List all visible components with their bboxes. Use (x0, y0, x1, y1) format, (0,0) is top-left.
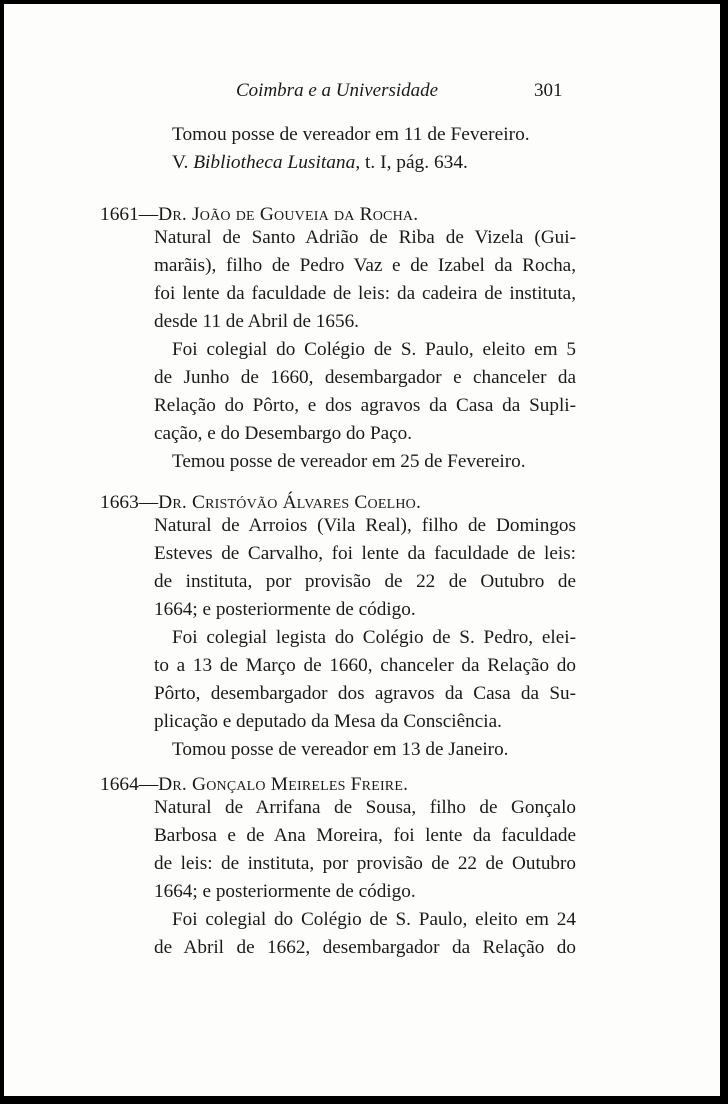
intro-line-1: Tomou posse de vereador em 11 de Fevereiro. (172, 124, 530, 145)
text-line: Natural de Arroios (Vila Real), filho de Domingos (154, 515, 576, 536)
text-line: desde 11 de Abril de 1656. (154, 311, 359, 332)
entry-name: Dr. Cristóvão Álvares Coelho. (158, 492, 421, 513)
text-line: Natural de Arrifana de Sousa, filho de Gonçalo (154, 797, 576, 818)
text-line: Foi colegial legista do Colégio de S. Pedro, elei- (172, 627, 576, 648)
running-title: Coimbra e a Universidade (236, 80, 439, 101)
text-line: de instituta, por provisão de 22 de Outubro de (154, 571, 576, 592)
text-line: to a 13 de Março de 1660, chanceler da Relação do (154, 655, 576, 676)
text-line: 1664; e posteriormente de código. (154, 599, 416, 620)
text-line: Tomou posse de vereador em 13 de Janeiro. (172, 739, 509, 760)
text-line: foi lente da faculdade de leis: da cadeira de instituta, (154, 283, 576, 304)
entry-body (154, 512, 576, 764)
entry-year: 1661 (100, 204, 139, 225)
intro-line-2: V. Bibliotheca Lusitana, t. I, pág. 634. (172, 152, 468, 173)
entry-body (154, 794, 576, 962)
text-line: marãis), filho de Pedro Vaz e de Izabel da Rocha, (154, 255, 576, 276)
text-line: de Abril de 1662, desembargador da Relação do (154, 937, 576, 958)
text-line: Pôrto, desembargador dos agravos da Casa da Su- (154, 683, 576, 704)
text-line: 1664; e posteriormente de código. (154, 881, 416, 902)
page-header (4, 80, 720, 104)
text-line: plicação e deputado da Mesa da Consciência. (154, 711, 502, 732)
entry-heading: 1661—Dr. João de Gouveia da Rocha. (100, 204, 419, 225)
text-line: Foi colegial do Colégio de S. Paulo, eleito em 5 (172, 339, 576, 360)
entry-heading: 1664—Dr. Gonçalo Meireles Freire. (100, 774, 409, 795)
entry-name: Dr. João de Gouveia da Rocha. (158, 204, 419, 225)
text-line: Natural de Santo Adrião de Riba de Vizela (Gui- (154, 227, 576, 248)
text-line: Foi colegial do Colégio de S. Paulo, eleito em 24 (172, 909, 576, 930)
text-line: Barbosa e de Ana Moreira, foi lente da faculdade (154, 825, 576, 846)
entry-year: 1663 (100, 492, 139, 513)
book-page (4, 4, 720, 1096)
text-line: de leis: de instituta, por provisão de 22 de Outubro (154, 853, 576, 874)
page-number: 301 (534, 80, 563, 101)
entry-year: 1664 (100, 774, 139, 795)
text-line: Esteves de Carvalho, foi lente da faculdade de leis: (154, 543, 576, 564)
text-line: cação, e do Desembargo do Paço. (154, 423, 413, 444)
entry-heading: 1663—Dr. Cristóvão Álvares Coelho. (100, 492, 421, 513)
entry-body (154, 224, 576, 476)
text-line: de Junho de 1660, desembargador e chanceler da (154, 367, 576, 388)
bibliotheca-title: Bibliotheca Lusitana (193, 152, 356, 173)
text-line: Relação do Pôrto, e dos agravos da Casa da Supli- (154, 395, 576, 416)
text-line: Temou posse de vereador em 25 de Fevereiro. (172, 451, 526, 472)
entry-name: Dr. Gonçalo Meireles Freire. (158, 774, 409, 795)
